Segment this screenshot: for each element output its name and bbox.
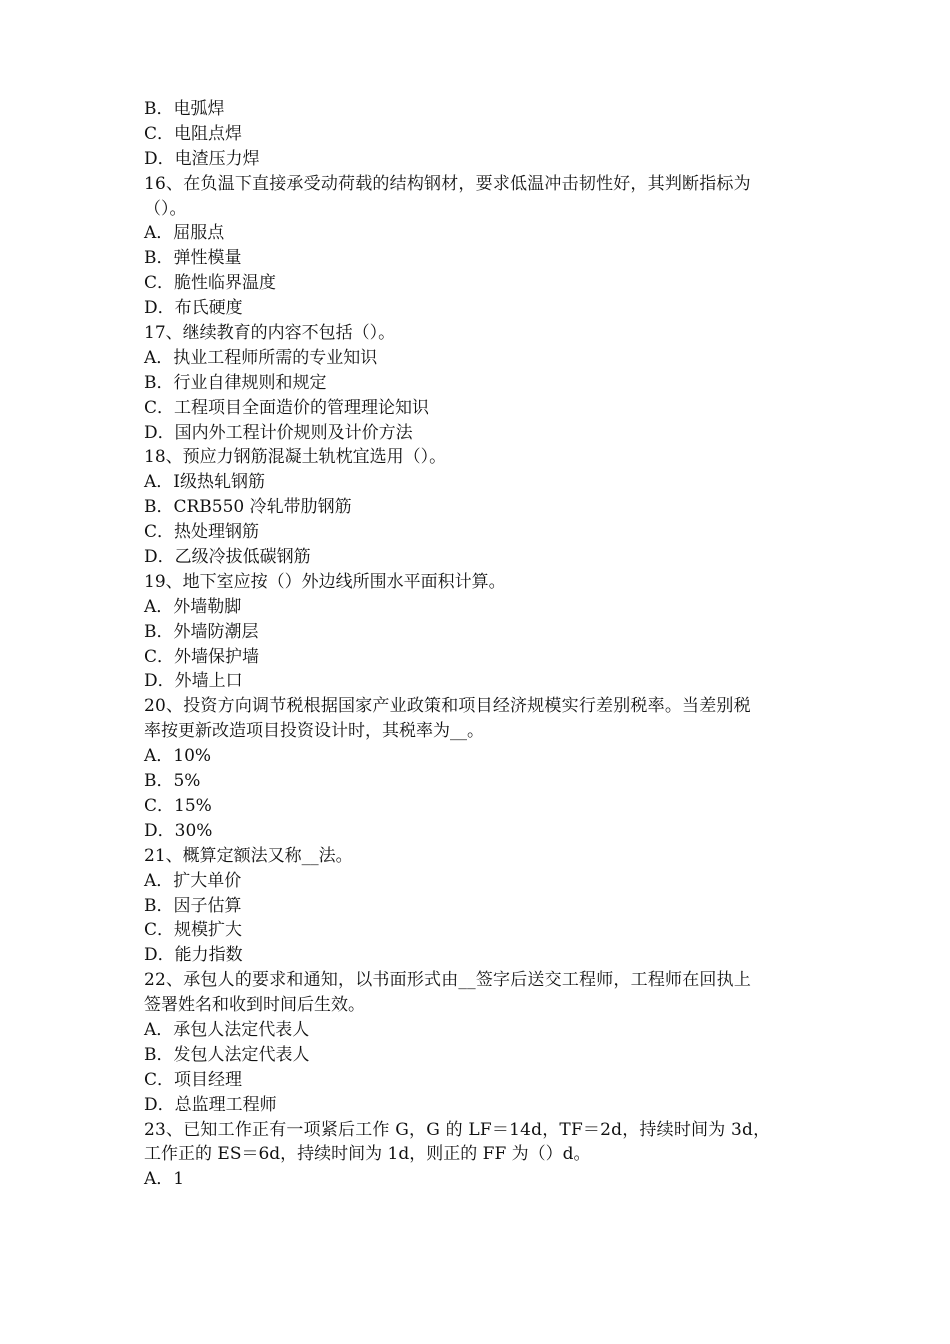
question-line: 签署姓名和收到时间后生效。	[144, 995, 365, 1016]
option-line: D．乙级冷拔低碳钢筋	[144, 547, 311, 568]
option-line: A．屈服点	[144, 223, 225, 244]
question-line: 19、地下室应按（）外边线所围水平面积计算。	[144, 571, 506, 592]
option-line: A．外墙勒脚	[144, 596, 242, 617]
document-page	[144, 97, 814, 1192]
option-line: A．扩大单价	[144, 870, 242, 891]
question-line: 21、概算定额法又称__法。	[144, 845, 353, 866]
question-line: 20、投资方向调节税根据国家产业政策和项目经济规模实行差别税率。当差别税	[144, 696, 751, 717]
option-line: B．发包人法定代表人	[144, 1044, 310, 1065]
question-line: 工作正的 ES＝6d，持续时间为 1d，则正的 FF 为（）d。	[144, 1144, 591, 1165]
question-line: 22、承包人的要求和通知，以书面形式由__签字后送交工程师，工程师在回执上	[144, 970, 752, 991]
option-line: D．能力指数	[144, 945, 243, 966]
option-line: D．布氏硬度	[144, 298, 243, 319]
option-line: D．30%	[144, 820, 213, 841]
question-line: 17、继续教育的内容不包括（）。	[144, 323, 396, 344]
option-line: C．热处理钢筋	[144, 522, 260, 543]
option-line: B．弹性模量	[144, 248, 242, 269]
option-line: A．承包人法定代表人	[144, 1019, 310, 1040]
question-line: （）。	[144, 198, 187, 219]
option-line: C．工程项目全面造价的管理理论知识	[144, 397, 430, 418]
option-line: B．外墙防潮层	[144, 621, 259, 642]
option-line: A．Ⅰ级热轧钢筋	[144, 472, 265, 493]
option-line: D．外墙上口	[144, 671, 243, 692]
option-line: B．CRB550 冷轧带肋钢筋	[144, 497, 352, 518]
question-line: 18、预应力钢筋混凝土轨枕宜选用（）。	[144, 447, 447, 468]
option-line: A．1	[144, 1169, 185, 1190]
option-line: C．脆性临界温度	[144, 273, 277, 294]
option-line: D．电渣压力焊	[144, 148, 260, 169]
question-line: 率按更新改造项目投资设计时，其税率为__。	[144, 721, 484, 742]
option-line: B．电弧焊	[144, 99, 225, 119]
option-line: C．规模扩大	[144, 920, 243, 941]
option-line: B．行业自律规则和规定	[144, 372, 327, 393]
question-line: 23、已知工作正有一项紧后工作 G，G 的 LF＝14d，TF＝2d，持续时间为 3d，	[144, 1119, 771, 1140]
option-line: B．5%	[144, 771, 201, 792]
option-line: C．15%	[144, 795, 212, 816]
option-line: D．国内外工程计价规则及计价方法	[144, 422, 413, 443]
option-line: C．外墙保护墙	[144, 646, 260, 667]
option-line: D．总监理工程师	[144, 1094, 277, 1115]
option-line: A．10%	[144, 746, 212, 767]
question-line: 16、在负温下直接承受动荷载的结构钢材，要求低温冲击韧性好，其判断指标为	[144, 173, 751, 194]
option-line: C．电阻点焊	[144, 123, 243, 144]
option-line: A．执业工程师所需的专业知识	[144, 347, 378, 368]
option-line: C．项目经理	[144, 1069, 243, 1090]
option-line: B．因子估算	[144, 895, 242, 916]
